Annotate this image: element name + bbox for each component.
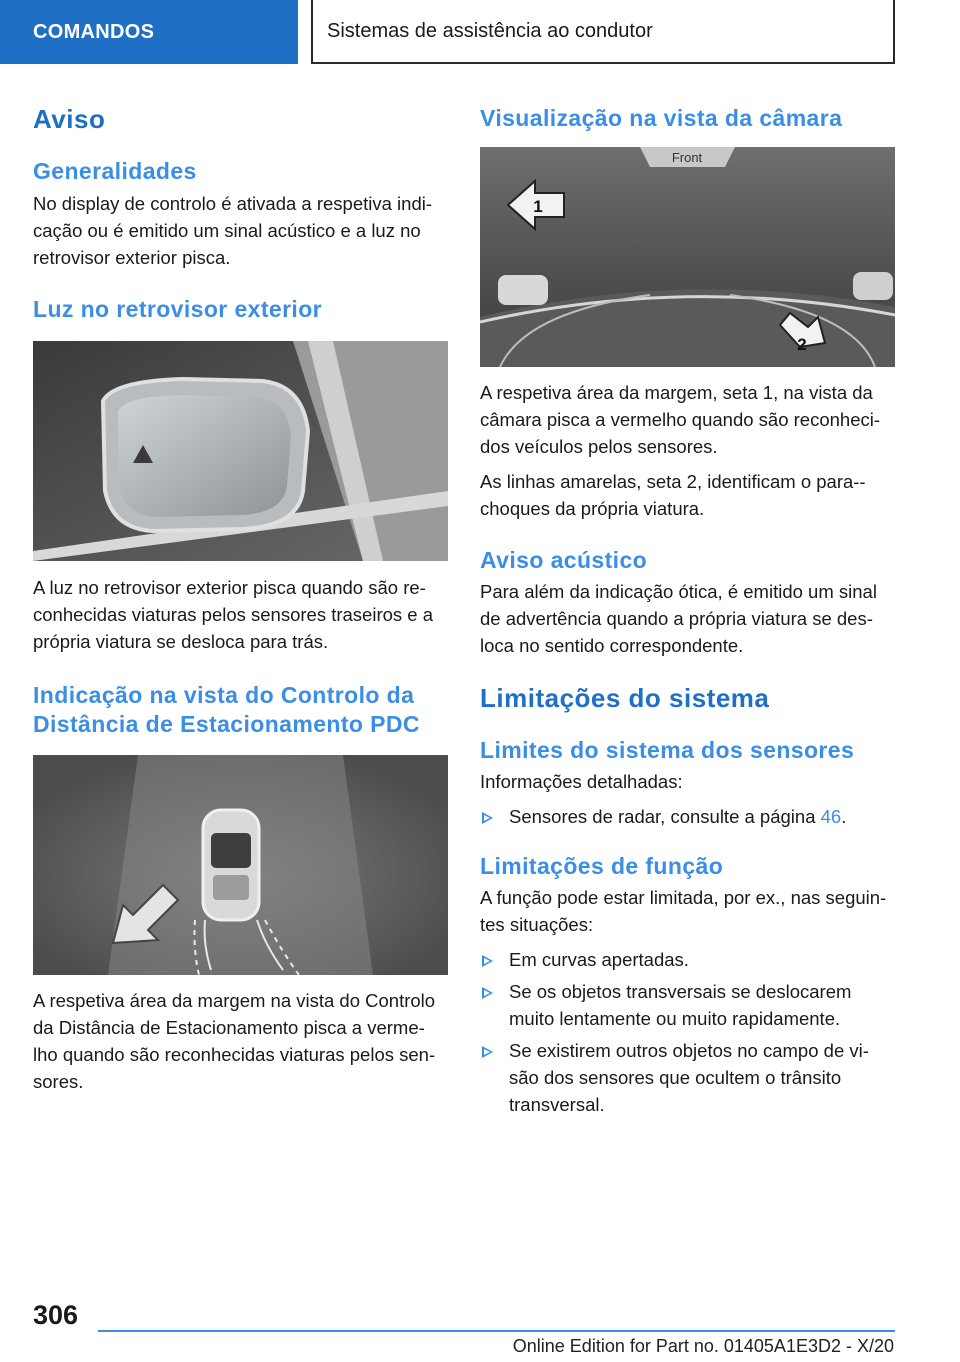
left-column xyxy=(33,96,448,1095)
pdc-image xyxy=(33,755,448,975)
camera-illustration xyxy=(480,147,895,367)
list-item-text: Se os objetos transversais se deslocarem muito lentamente ou muito rapidamente. xyxy=(509,981,852,1029)
heading-generalidades: Generalidades xyxy=(33,158,197,184)
camera-label-1: 1 xyxy=(533,197,543,216)
sensor-list xyxy=(480,803,895,830)
page-link-46[interactable]: 46 xyxy=(820,806,842,827)
mirror-image xyxy=(33,341,448,561)
pdc-illustration xyxy=(33,755,448,975)
bullet-triangle-icon xyxy=(482,955,493,967)
paragraph-aviso-acustico: Para além da indicação ótica, é emitido um sinal de advertência quando a própria viatura se des-loca no sentido correspondente. xyxy=(480,581,877,656)
paragraph-luz-retrovisor: A luz no retrovisor exterior pisca quando são re-conhecidas viaturas pelos sensores traseiros e a própria viatura se desloca para trás. xyxy=(33,577,434,652)
footer-divider xyxy=(98,1330,895,1332)
heading-limites-sensores: Limites do sistema dos sensores xyxy=(480,737,855,763)
heading-luz-retrovisor: Luz no retrovisor exterior xyxy=(33,296,323,322)
heading-aviso-acustico: Aviso acústico xyxy=(480,547,648,573)
list-item xyxy=(480,1037,895,1118)
chapter-title xyxy=(311,0,895,64)
mirror-illustration xyxy=(33,341,448,561)
section-tab xyxy=(0,0,298,64)
function-limits-list xyxy=(480,946,895,1118)
paragraph-funcao: A função pode estar limitada, por ex., nas seguin-tes situações: xyxy=(480,887,887,935)
bullet-triangle-icon xyxy=(482,987,493,999)
list-item xyxy=(480,803,895,830)
list-item-text: Se existirem outros objetos no campo de vi-são dos sensores que ocultem o trânsito transversal. xyxy=(509,1040,869,1115)
heading-aviso: Aviso xyxy=(33,104,106,134)
heading-limitacoes-sistema: Limitações do sistema xyxy=(480,683,770,713)
bullet-triangle-icon xyxy=(482,1046,493,1058)
heading-indicacao-pdc: Indicação na vista do Controlo da Distância de Estacionamento PDC xyxy=(33,682,420,737)
section-label: COMANDOS xyxy=(33,20,155,43)
page-number: 306 xyxy=(33,1300,79,1330)
paragraph-visualizacao-2: As linhas amarelas, seta 2, identificam o para--choques da própria viatura. xyxy=(480,471,866,519)
camera-label-front: Front xyxy=(671,150,703,165)
footer-edition: Online Edition for Part no. 01405A1E3D2 - X/20 xyxy=(512,1336,894,1356)
paragraph-visualizacao-1: A respetiva área da margem, seta 1, na vista da câmara pisca a vermelho quando são reconheci-dos veículos pelos sensores. xyxy=(480,382,881,457)
camera-label-2: 2 xyxy=(797,335,807,354)
list-item xyxy=(480,978,895,1032)
list-item-text: Sensores de radar, consulte a página xyxy=(509,806,821,827)
list-item-period: . xyxy=(841,806,847,827)
paragraph-generalidades: No display de controlo é ativada a respetiva indi-cação ou é emitido um sinal acústico e a luz no retrovisor exterior pisca. xyxy=(33,193,433,268)
bullet-triangle-icon xyxy=(482,812,493,824)
camera-image xyxy=(480,147,895,367)
list-item xyxy=(480,946,895,973)
paragraph-informacoes: Informações detalhadas: xyxy=(480,771,683,792)
chapter-title-text: Sistemas de assistência ao condutor xyxy=(327,19,653,42)
heading-limitacoes-funcao: Limitações de função xyxy=(480,853,724,879)
list-item-text: Em curvas apertadas. xyxy=(509,949,689,970)
heading-visualizacao-camara: Visualização na vista da câmara xyxy=(480,105,843,131)
right-column xyxy=(480,96,895,1118)
paragraph-indicacao-pdc: A respetiva área da margem na vista do Controlo da Distância de Estacionamento pisca a verme-lho quando são reconhecidas viaturas pelos sen-sores. xyxy=(33,990,436,1092)
